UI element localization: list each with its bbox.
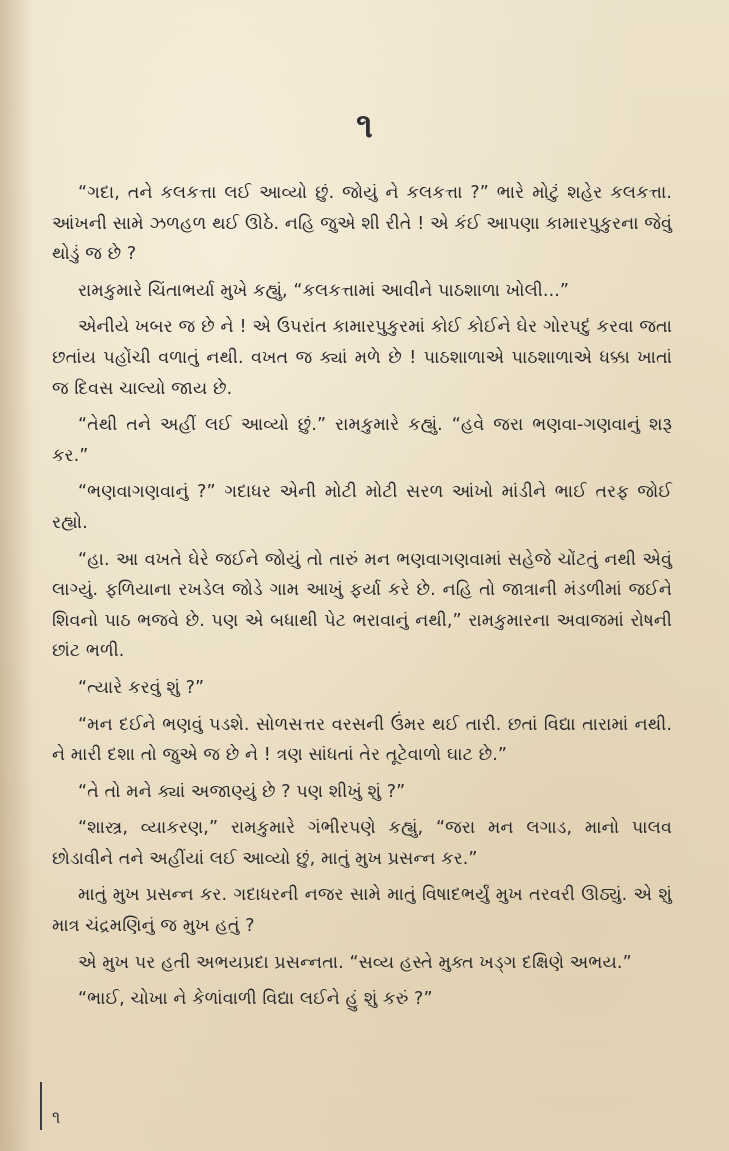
paragraph: “તેથી તને અહીં લઈ આવ્યો છું.” રામકુમારે કહ્યું. “હવે જરા ભણવા-ગણવાનું શરૂ કર.” [52, 415, 672, 466]
paragraph: “તે તો મને ક્યાં અજાણ્યું છે ? પણ શીખું શું ?” [78, 781, 406, 802]
paragraph: “મન દઈને ભણવું પડશે. સોળસત્તર વરસની ઉંમર થઈ તારી. છતાં વિદ્યા તારામાં નથી. ને મારી દશા તો જુએ જ છે ને ! ત્રણ સાંધતાં તેર તૂટેવાળો ઘાટ છે.” [52, 714, 672, 766]
paragraph: માતું મુખ પ્રસન્ન કર. ગદાધરની નજર સામે માતું વિષાદભર્યું મુખ તરવરી ઊઠ્યું. એ શું માત્ર ચંદ્રમણિનું જ મુખ હતું ? [52, 885, 672, 937]
body-text [52, 178, 672, 1021]
paragraph: “ત્યારે કરવું શું ?” [78, 677, 205, 698]
page-number: ૧ [52, 1108, 61, 1128]
paragraph: “હા. આ વખતે ઘેરે જઈને જોયું તો તારું મન ભણવાગણવામાં સહેજે ચોંટતું નથી એવું લાગ્યું. ફળિયાના રખડેલ જોડે ગામ આખું ફર્યા કરે છે. નહિ તો જાત્રાની મંડળીમાં જઈને શિવનો પાઠ ભજવે છે. પણ એ બધાથી પેટ ભરાવાનું નથી,” રામકુમારના અવાજમાં રોષની છાંટ ભળી. [52, 549, 672, 662]
margin-mark [40, 1082, 42, 1130]
paragraph: એ મુખ પર હતી અભયપ્રદા પ્રસન્નતા. “સવ્ય હસ્તે મુક્ત ખડ્ગ દક્ષિણે અભય.” [78, 952, 632, 973]
page-edge-stain [0, 0, 34, 1151]
paragraph: રામકુમારે ચિંતાભર્યા મુખે કહ્યું, “કલકત્તામાં આવીને પાઠશાળા ખોલી...” [78, 280, 570, 301]
paragraph: “ગદા, તને કલકત્તા લઈ આવ્યો છું. જોયું ને કલકત્તા ?” ભારે મોટું શહેર કલકત્તા. આંખની સામે ઝળહળ થઈ ઊઠે. નહિ જુએ શી રીતે ! એ કંઈ આપણા કામારપુકુરના જેવું થોડું જ છે ? [52, 183, 672, 265]
paragraph: એનીયે ખબર જ છે ને ! એ ઉપરાંત કામારપુકુરમાં કોઈ કોઈને ઘેર ગોરપદું કરવા જતા છતાંય પહોંચી વળાતું નથી. વખત જ ક્યાં મળે છે ! પાઠશાળાએ પાઠશાળાએ ધક્કા ખાતાં જ દિવસ ચાલ્યો જાય છે. [52, 317, 672, 399]
paragraph: “ભણવાગણવાનું ?” ગદાધર એની મોટી મોટી સરળ આંખો માંડીને ભાઈ તરફ જોઈ રહ્યો. [52, 482, 672, 533]
paragraph: “શાસ્ત્ર, વ્યાકરણ,” રામકુમારે ગંભીરપણે કહ્યું, “જરા મન લગાડ, માનો પાલવ છોડાવીને તને અહીંયાં લઈ આવ્યો છું, માતું મુખ પ્રસન્ન કર.” [52, 818, 672, 869]
paragraph: “ભાઈ, ચોખા ને કેળાંવાળી વિદ્યા લઈને હું શું કરું ?” [78, 989, 433, 1010]
chapter-number: ૧ [356, 106, 373, 146]
